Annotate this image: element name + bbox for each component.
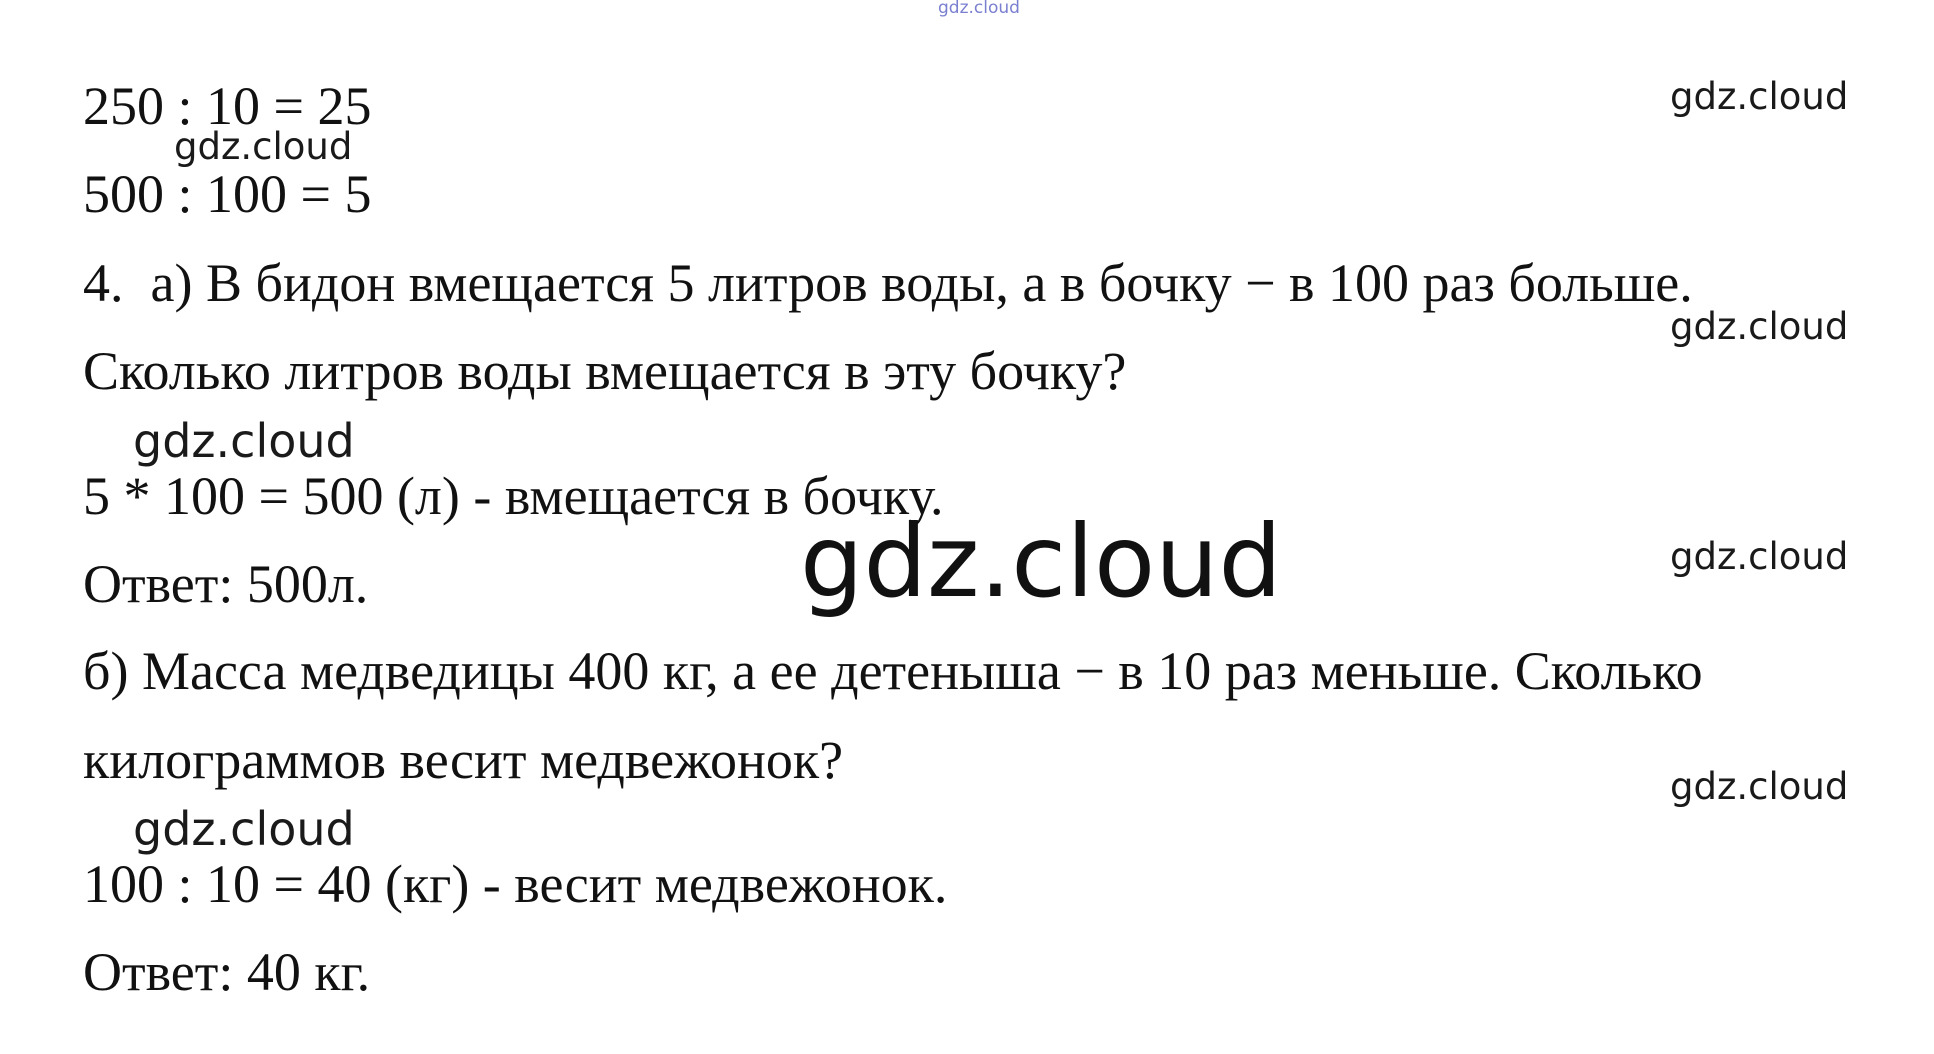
solution-4b: 100 : 10 = 40 (кг) - весит медвежонок. [83, 854, 948, 914]
answer-4a: Ответ: 500л. [83, 554, 369, 614]
watermark-left-3: gdz.cloud [133, 802, 355, 856]
watermark-top: gdz.cloud [938, 0, 1020, 18]
task-4a-text-line-1: 4. а) В бидон вмещается 5 литров воды, а в бочку − в 100 раз больше. [83, 253, 1693, 313]
watermark-right-4: gdz.cloud [1670, 765, 1849, 808]
equation-250-10: 250 : 10 = 25 [83, 76, 372, 136]
answer-4b: Ответ: 40 кг. [83, 942, 371, 1002]
watermark-right-3: gdz.cloud [1670, 535, 1849, 578]
task-4b-text-line-2: килограммов весит медвежонок? [83, 730, 844, 790]
watermark-right-2: gdz.cloud [1670, 305, 1849, 348]
task-4b-text-line-1: б) Масса медведицы 400 кг, а ее детеныша − в 10 раз меньше. Сколько [83, 641, 1703, 701]
equation-500-100: 500 : 100 = 5 [83, 164, 372, 224]
solution-4a: 5 * 100 = 500 (л) - вмещается в бочку. [83, 466, 944, 526]
watermark-left-2: gdz.cloud [133, 414, 355, 468]
watermark-center: gdz.cloud [800, 503, 1283, 620]
watermark-right-1: gdz.cloud [1670, 75, 1849, 118]
task-4a-text-line-2: Сколько литров воды вмещается в эту бочку? [83, 341, 1127, 401]
watermark-left-1: gdz.cloud [174, 125, 353, 168]
